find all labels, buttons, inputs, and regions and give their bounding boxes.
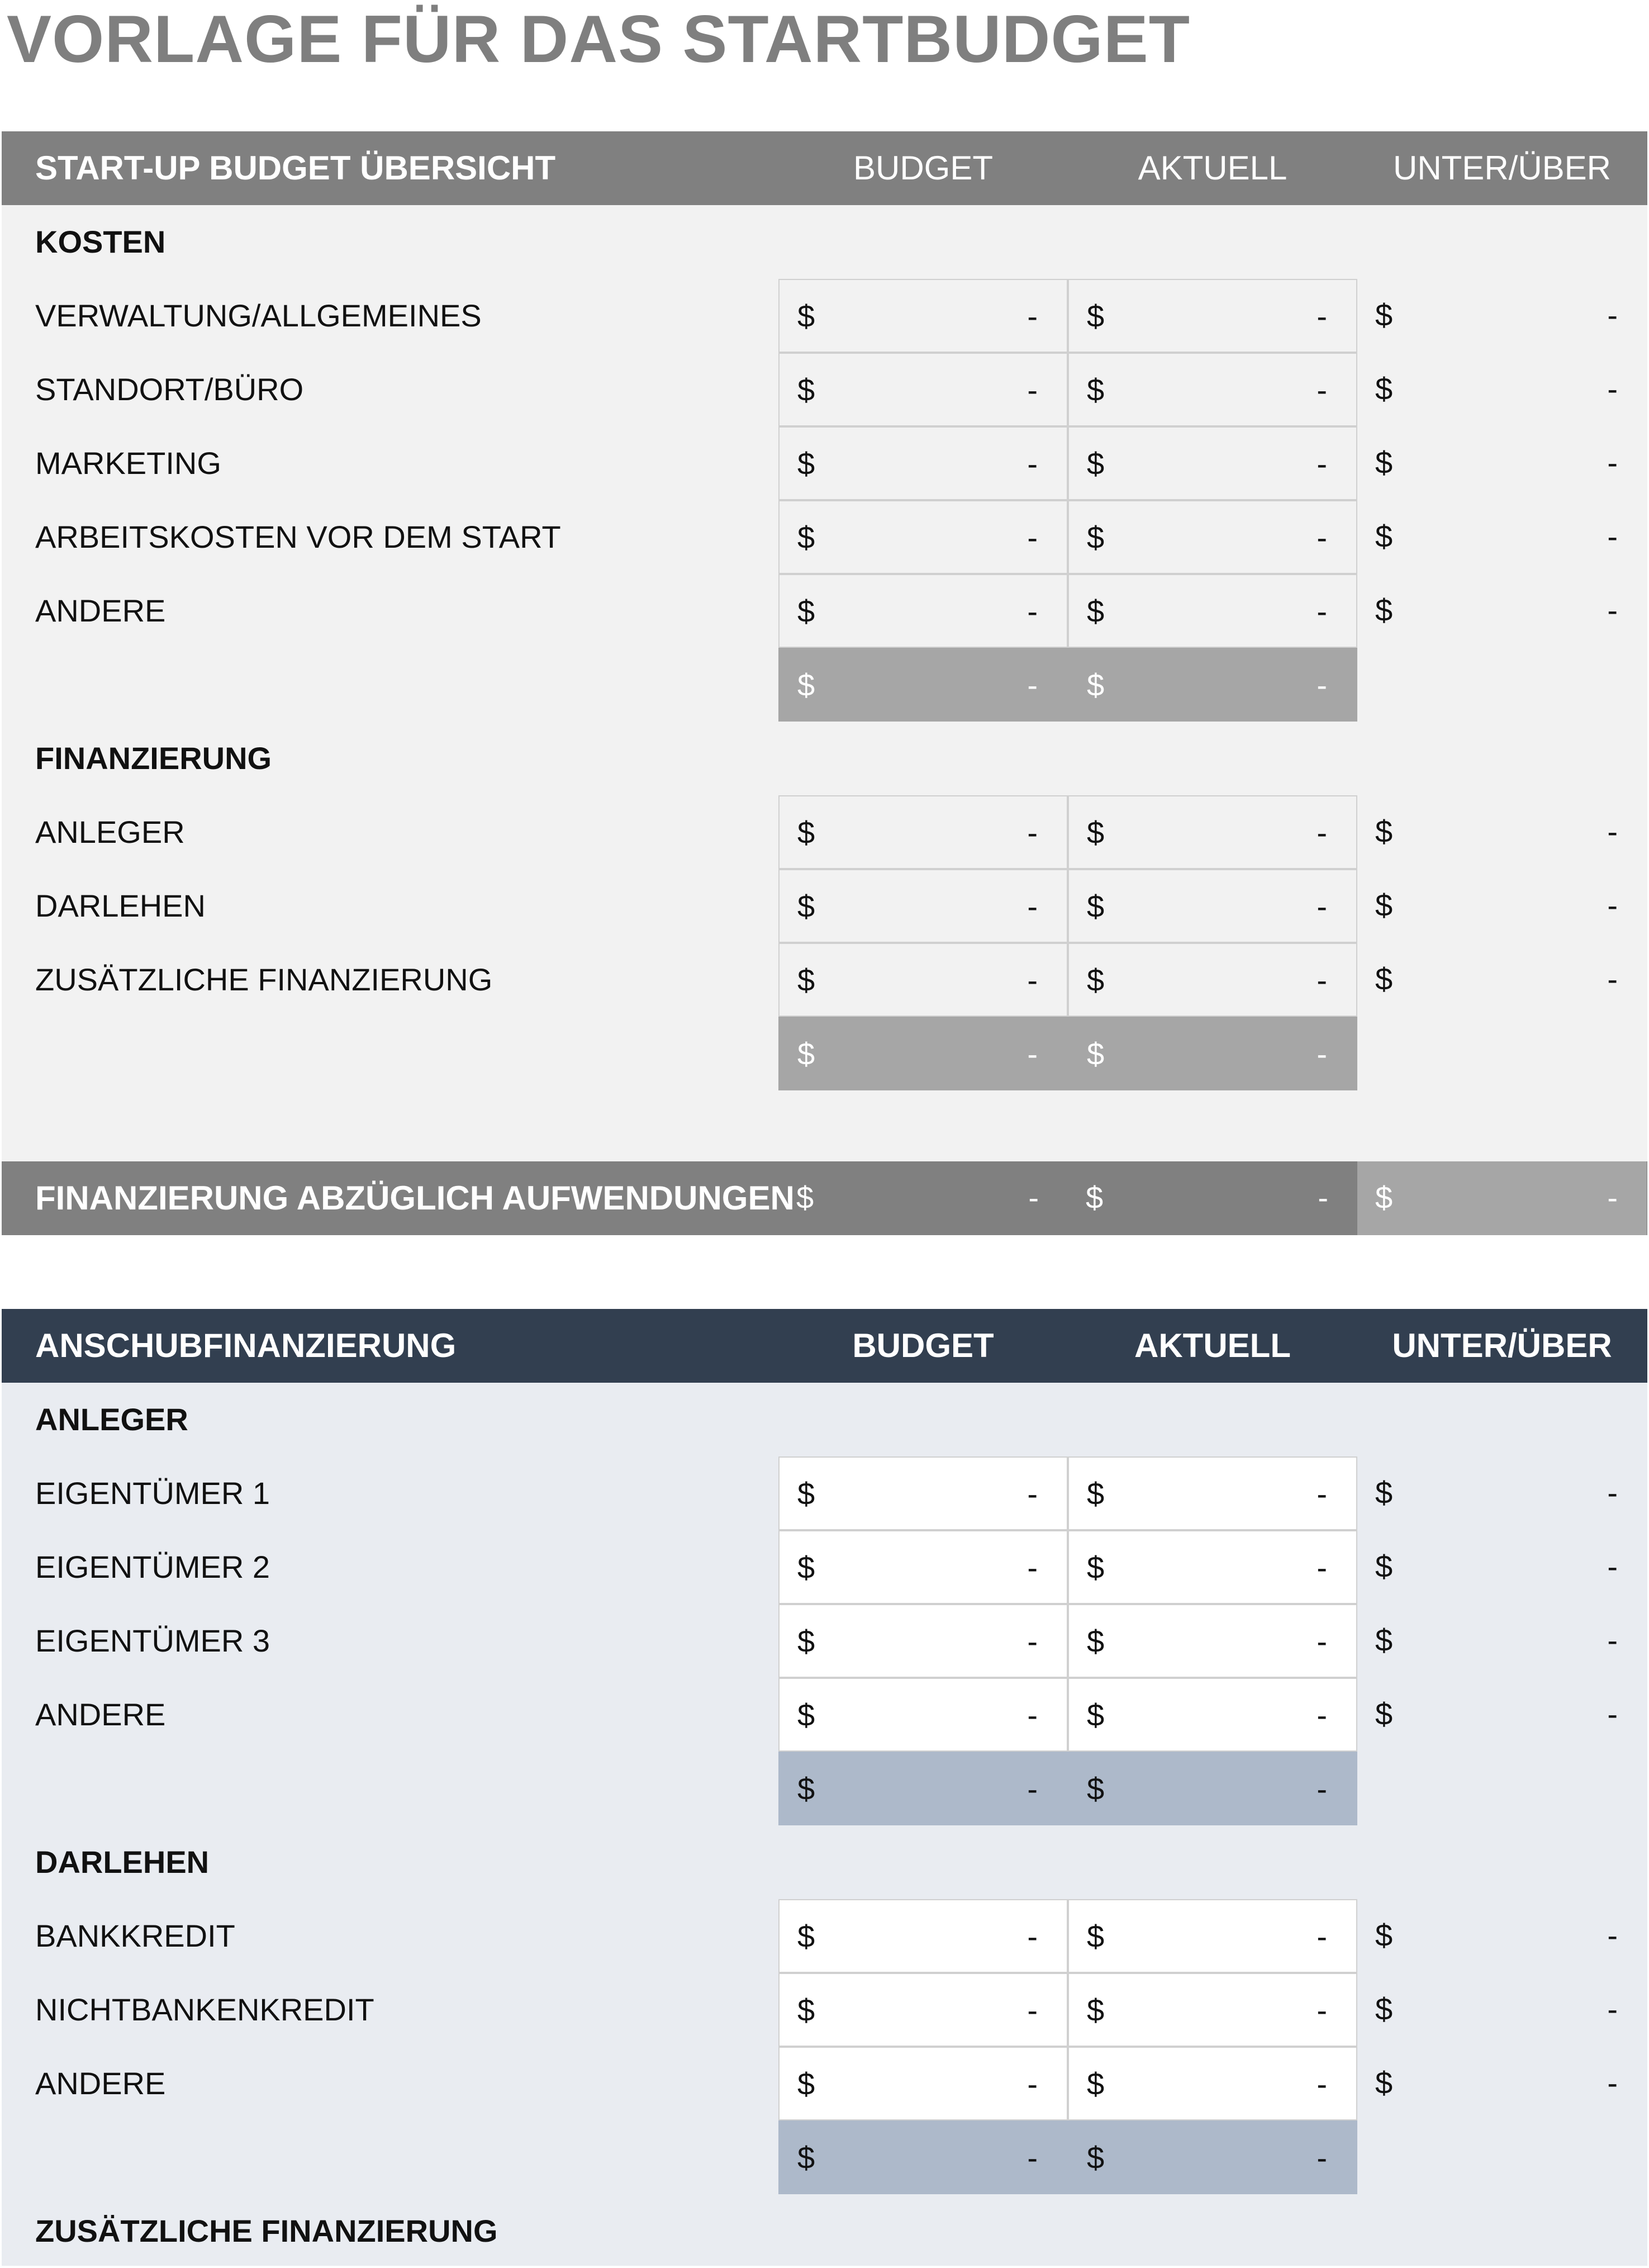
startup-header-row — [2, 1309, 1647, 1383]
table-row — [2, 1678, 1647, 1752]
currency-symbol: $ — [797, 1697, 815, 1733]
currency-symbol: $ — [1375, 1696, 1393, 1731]
cell-budget[interactable] — [778, 1678, 1068, 1752]
table-row — [2, 353, 1647, 426]
loans-subtotal-row — [2, 2120, 1647, 2194]
currency-symbol: $ — [1087, 815, 1105, 850]
currency-symbol: $ — [797, 1992, 815, 2028]
amount: - — [1027, 520, 1038, 555]
amount: - — [1028, 1180, 1039, 1215]
amount: - — [1027, 298, 1038, 334]
amount: - — [1317, 1919, 1327, 1954]
table-row — [2, 869, 1647, 943]
col-head-aktuell: AKTUELL — [1134, 1327, 1291, 1364]
currency-symbol: $ — [1375, 1918, 1393, 1953]
currency-symbol: $ — [797, 520, 815, 555]
cell-budget[interactable] — [778, 1899, 1068, 1973]
cell-actual[interactable] — [1068, 869, 1357, 943]
amount: - — [1027, 372, 1038, 407]
amount: - — [1317, 1550, 1327, 1585]
currency-symbol: $ — [797, 962, 815, 998]
currency-symbol: $ — [797, 1771, 815, 1806]
amount: - — [1317, 2140, 1327, 2175]
financing-heading: FINANZIERUNG — [35, 741, 272, 776]
cell-variance[interactable] — [1357, 279, 1647, 353]
cell-variance[interactable] — [1357, 1604, 1647, 1678]
cell-variance[interactable] — [1357, 1899, 1647, 1973]
amount: - — [1027, 667, 1038, 703]
net-total-actual — [1068, 1161, 1357, 1235]
table-row — [2, 795, 1647, 869]
cell-budget[interactable] — [778, 1604, 1068, 1678]
investors-subtotal-budget — [778, 1752, 1068, 1825]
cell-variance[interactable] — [1357, 1973, 1647, 2047]
row-label: BANKKREDIT — [35, 1918, 235, 1953]
amount: - — [1607, 2065, 1618, 2100]
amount: - — [1027, 962, 1038, 998]
cell-budget[interactable] — [778, 869, 1068, 943]
amount: - — [1027, 1476, 1038, 1511]
currency-symbol: $ — [1087, 298, 1105, 334]
currency-symbol: $ — [1087, 1550, 1105, 1585]
amount: - — [1317, 889, 1327, 924]
investors-heading: ANLEGER — [35, 1402, 188, 1437]
cell-budget[interactable] — [778, 500, 1068, 574]
amount: - — [1027, 2066, 1038, 2101]
amount: - — [1317, 1476, 1327, 1511]
amount: - — [1027, 889, 1038, 924]
net-total-row — [2, 1161, 1647, 1235]
currency-symbol: $ — [1087, 446, 1105, 481]
startup-header-title: ANSCHUBFINANZIERUNG — [35, 1327, 457, 1364]
row-label: ANDERE — [35, 1697, 166, 1732]
amount: - — [1027, 815, 1038, 850]
currency-symbol: $ — [1375, 445, 1393, 480]
loans-heading-row — [2, 1825, 1647, 1899]
currency-symbol: $ — [1087, 2140, 1105, 2175]
row-label: ARBEITSKOSTEN VOR DEM START — [35, 519, 561, 554]
financing-heading-row — [2, 722, 1647, 795]
currency-symbol: $ — [1375, 2065, 1393, 2100]
cell-actual[interactable] — [1068, 426, 1357, 500]
currency-symbol: $ — [1375, 371, 1393, 406]
currency-symbol: $ — [1087, 594, 1105, 629]
investors-heading-row — [2, 1383, 1647, 1456]
amount: - — [1027, 1036, 1038, 1071]
amount: - — [1607, 1549, 1618, 1584]
cell-actual[interactable] — [1068, 1604, 1357, 1678]
row-label: VERWALTUNG/ALLGEMEINES — [35, 298, 482, 333]
row-label: EIGENTÜMER 2 — [35, 1549, 270, 1584]
cell-variance[interactable] — [1357, 500, 1647, 574]
cell-actual[interactable] — [1068, 1899, 1357, 1973]
amount: - — [1027, 2140, 1038, 2175]
summary-header-title: START-UP BUDGET ÜBERSICHT — [35, 149, 556, 187]
cell-variance[interactable] — [1357, 2047, 1647, 2120]
row-label: ANLEGER — [35, 814, 185, 850]
amount: - — [1027, 1624, 1038, 1659]
table-row — [2, 500, 1647, 574]
cell-actual[interactable] — [1068, 1678, 1357, 1752]
cell-variance[interactable] — [1357, 795, 1647, 869]
currency-symbol: $ — [1087, 1771, 1105, 1806]
col-head-unter-ueber: UNTER/ÜBER — [1393, 149, 1612, 187]
cell-actual[interactable] — [1068, 2047, 1357, 2120]
table-row — [2, 279, 1647, 353]
amount: - — [1317, 446, 1327, 481]
col-head-budget: BUDGET — [853, 149, 994, 187]
amount: - — [1027, 1919, 1038, 1954]
currency-symbol: $ — [797, 1476, 815, 1511]
cell-budget[interactable] — [778, 943, 1068, 1017]
amount: - — [1317, 372, 1327, 407]
currency-symbol: $ — [797, 372, 815, 407]
currency-symbol: $ — [1375, 1549, 1393, 1584]
amount: - — [1027, 446, 1038, 481]
amount: - — [1607, 592, 1618, 628]
row-label: ANDERE — [35, 593, 166, 628]
currency-symbol: $ — [797, 815, 815, 850]
cell-variance[interactable] — [1357, 574, 1647, 648]
startup-financing-section — [2, 1309, 1647, 2266]
amount: - — [1607, 1622, 1618, 1658]
row-label: EIGENTÜMER 3 — [35, 1623, 270, 1658]
cell-budget[interactable] — [778, 426, 1068, 500]
currency-symbol: $ — [1086, 1180, 1104, 1215]
costs-subtotal-actual — [1068, 648, 1357, 722]
currency-symbol: $ — [1087, 1992, 1105, 2028]
cell-actual[interactable] — [1068, 574, 1357, 648]
cell-actual[interactable] — [1068, 279, 1357, 353]
amount: - — [1317, 667, 1327, 703]
amount: - — [1317, 2066, 1327, 2101]
cell-variance[interactable] — [1357, 869, 1647, 943]
currency-symbol: $ — [797, 1550, 815, 1585]
investors-subtotal-row — [2, 1752, 1647, 1825]
cell-budget[interactable] — [778, 795, 1068, 869]
cell-actual[interactable] — [1068, 1973, 1357, 2047]
amount: - — [1317, 815, 1327, 850]
net-total-label: FINANZIERUNG ABZÜGLICH AUFWENDUNGEN — [35, 1179, 795, 1217]
amount: - — [1317, 1624, 1327, 1659]
table-row — [2, 1899, 1647, 1973]
amount: - — [1027, 1992, 1038, 2028]
cell-actual[interactable] — [1068, 795, 1357, 869]
currency-symbol: $ — [1087, 1624, 1105, 1659]
net-total-budget — [778, 1161, 1068, 1235]
amount: - — [1607, 888, 1618, 923]
cell-budget[interactable] — [778, 1456, 1068, 1530]
loans-subtotal-actual — [1068, 2120, 1357, 2194]
currency-symbol: $ — [797, 2140, 815, 2175]
cell-budget[interactable] — [778, 1973, 1068, 2047]
table-row — [2, 1456, 1647, 1530]
currency-symbol: $ — [797, 1624, 815, 1659]
amount: - — [1317, 1697, 1327, 1733]
amount: - — [1607, 445, 1618, 480]
amount: - — [1027, 1771, 1038, 1806]
currency-symbol: $ — [797, 889, 815, 924]
financing-subtotal-budget — [778, 1017, 1068, 1090]
currency-symbol: $ — [797, 594, 815, 629]
currency-symbol: $ — [1087, 1476, 1105, 1511]
amount: - — [1027, 1550, 1038, 1585]
net-total-variance — [1357, 1161, 1647, 1235]
amount: - — [1317, 298, 1327, 334]
amount: - — [1607, 814, 1618, 849]
row-label: MARKETING — [35, 445, 221, 481]
currency-symbol: $ — [797, 1919, 815, 1954]
amount: - — [1317, 1771, 1327, 1806]
amount: - — [1317, 1036, 1327, 1071]
currency-symbol: $ — [1375, 1622, 1393, 1658]
currency-symbol: $ — [797, 1036, 815, 1071]
cell-actual[interactable] — [1068, 500, 1357, 574]
additional-heading: ZUSÄTZLICHE FINANZIERUNG — [35, 2213, 498, 2248]
currency-symbol: $ — [1375, 519, 1393, 554]
financing-subtotal-row — [2, 1017, 1647, 1090]
costs-heading-row — [2, 205, 1647, 279]
currency-symbol: $ — [1087, 889, 1105, 924]
row-label: ANDERE — [35, 2066, 166, 2101]
additional-heading-row — [2, 2194, 1647, 2268]
cell-budget[interactable] — [778, 279, 1068, 353]
row-label: EIGENTÜMER 1 — [35, 1475, 270, 1511]
amount: - — [1607, 961, 1618, 997]
currency-symbol: $ — [1375, 592, 1393, 628]
currency-symbol: $ — [1087, 1697, 1105, 1733]
row-label: NICHTBANKENKREDIT — [35, 1992, 374, 2027]
table-row — [2, 426, 1647, 500]
cell-variance[interactable] — [1357, 353, 1647, 426]
loans-heading: DARLEHEN — [35, 1844, 210, 1880]
row-label: ZUSÄTZLICHE FINANZIERUNG — [35, 962, 493, 997]
currency-symbol: $ — [1087, 372, 1105, 407]
currency-symbol: $ — [1375, 1991, 1393, 2027]
cell-budget[interactable] — [778, 1530, 1068, 1604]
currency-symbol: $ — [1375, 961, 1393, 997]
amount: - — [1317, 962, 1327, 998]
col-head-unter-ueber: UNTER/ÜBER — [1392, 1327, 1612, 1364]
cell-variance[interactable] — [1357, 1678, 1647, 1752]
amount: - — [1607, 1918, 1618, 1953]
table-row — [2, 2047, 1647, 2120]
cell-variance[interactable] — [1357, 1530, 1647, 1604]
amount: - — [1317, 594, 1327, 629]
amount: - — [1607, 371, 1618, 406]
amount: - — [1027, 1697, 1038, 1733]
cell-budget[interactable] — [778, 353, 1068, 426]
amount: - — [1607, 1475, 1618, 1510]
cell-budget[interactable] — [778, 2047, 1068, 2120]
currency-symbol: $ — [1087, 2066, 1105, 2101]
investors-subtotal-actual — [1068, 1752, 1357, 1825]
currency-symbol: $ — [797, 2066, 815, 2101]
currency-symbol: $ — [1375, 814, 1393, 849]
currency-symbol: $ — [797, 298, 815, 334]
currency-symbol: $ — [1087, 962, 1105, 998]
amount: - — [1027, 594, 1038, 629]
cell-actual[interactable] — [1068, 353, 1357, 426]
amount: - — [1317, 1992, 1327, 2028]
amount: - — [1607, 297, 1618, 333]
financing-subtotal-actual — [1068, 1017, 1357, 1090]
table-row — [2, 1604, 1647, 1678]
cell-variance[interactable] — [1357, 943, 1647, 1017]
currency-symbol: $ — [797, 667, 815, 703]
cell-actual[interactable] — [1068, 1456, 1357, 1530]
table-row — [2, 574, 1647, 648]
amount: - — [1318, 1180, 1328, 1215]
currency-symbol: $ — [1087, 1036, 1105, 1071]
table-row — [2, 943, 1647, 1017]
currency-symbol: $ — [796, 1180, 814, 1215]
row-label: DARLEHEN — [35, 888, 206, 923]
currency-symbol: $ — [1375, 888, 1393, 923]
costs-heading: KOSTEN — [35, 224, 166, 259]
amount: - — [1607, 1696, 1618, 1731]
costs-subtotal-row — [2, 648, 1647, 722]
currency-symbol: $ — [1375, 1475, 1393, 1510]
currency-symbol: $ — [1375, 1180, 1393, 1215]
col-head-budget: BUDGET — [852, 1327, 994, 1364]
currency-symbol: $ — [797, 446, 815, 481]
page-title: VORLAGE FÜR DAS STARTBUDGET — [7, 2, 1191, 77]
currency-symbol: $ — [1087, 520, 1105, 555]
costs-subtotal-budget — [778, 648, 1068, 722]
summary-header-row — [2, 131, 1647, 205]
amount: - — [1607, 519, 1618, 554]
cell-budget[interactable] — [778, 574, 1068, 648]
summary-section — [2, 131, 1647, 1235]
amount: - — [1317, 520, 1327, 555]
col-head-aktuell: AKTUELL — [1138, 149, 1287, 187]
cell-actual[interactable] — [1068, 943, 1357, 1017]
table-row — [2, 1530, 1647, 1604]
cell-variance[interactable] — [1357, 426, 1647, 500]
loans-subtotal-budget — [778, 2120, 1068, 2194]
amount: - — [1607, 1180, 1618, 1215]
row-label: STANDORT/BÜRO — [35, 372, 304, 407]
cell-variance[interactable] — [1357, 1456, 1647, 1530]
cell-actual[interactable] — [1068, 1530, 1357, 1604]
amount: - — [1607, 1991, 1618, 2027]
table-row — [2, 1973, 1647, 2047]
currency-symbol: $ — [1087, 1919, 1105, 1954]
currency-symbol: $ — [1087, 667, 1105, 703]
currency-symbol: $ — [1375, 297, 1393, 333]
